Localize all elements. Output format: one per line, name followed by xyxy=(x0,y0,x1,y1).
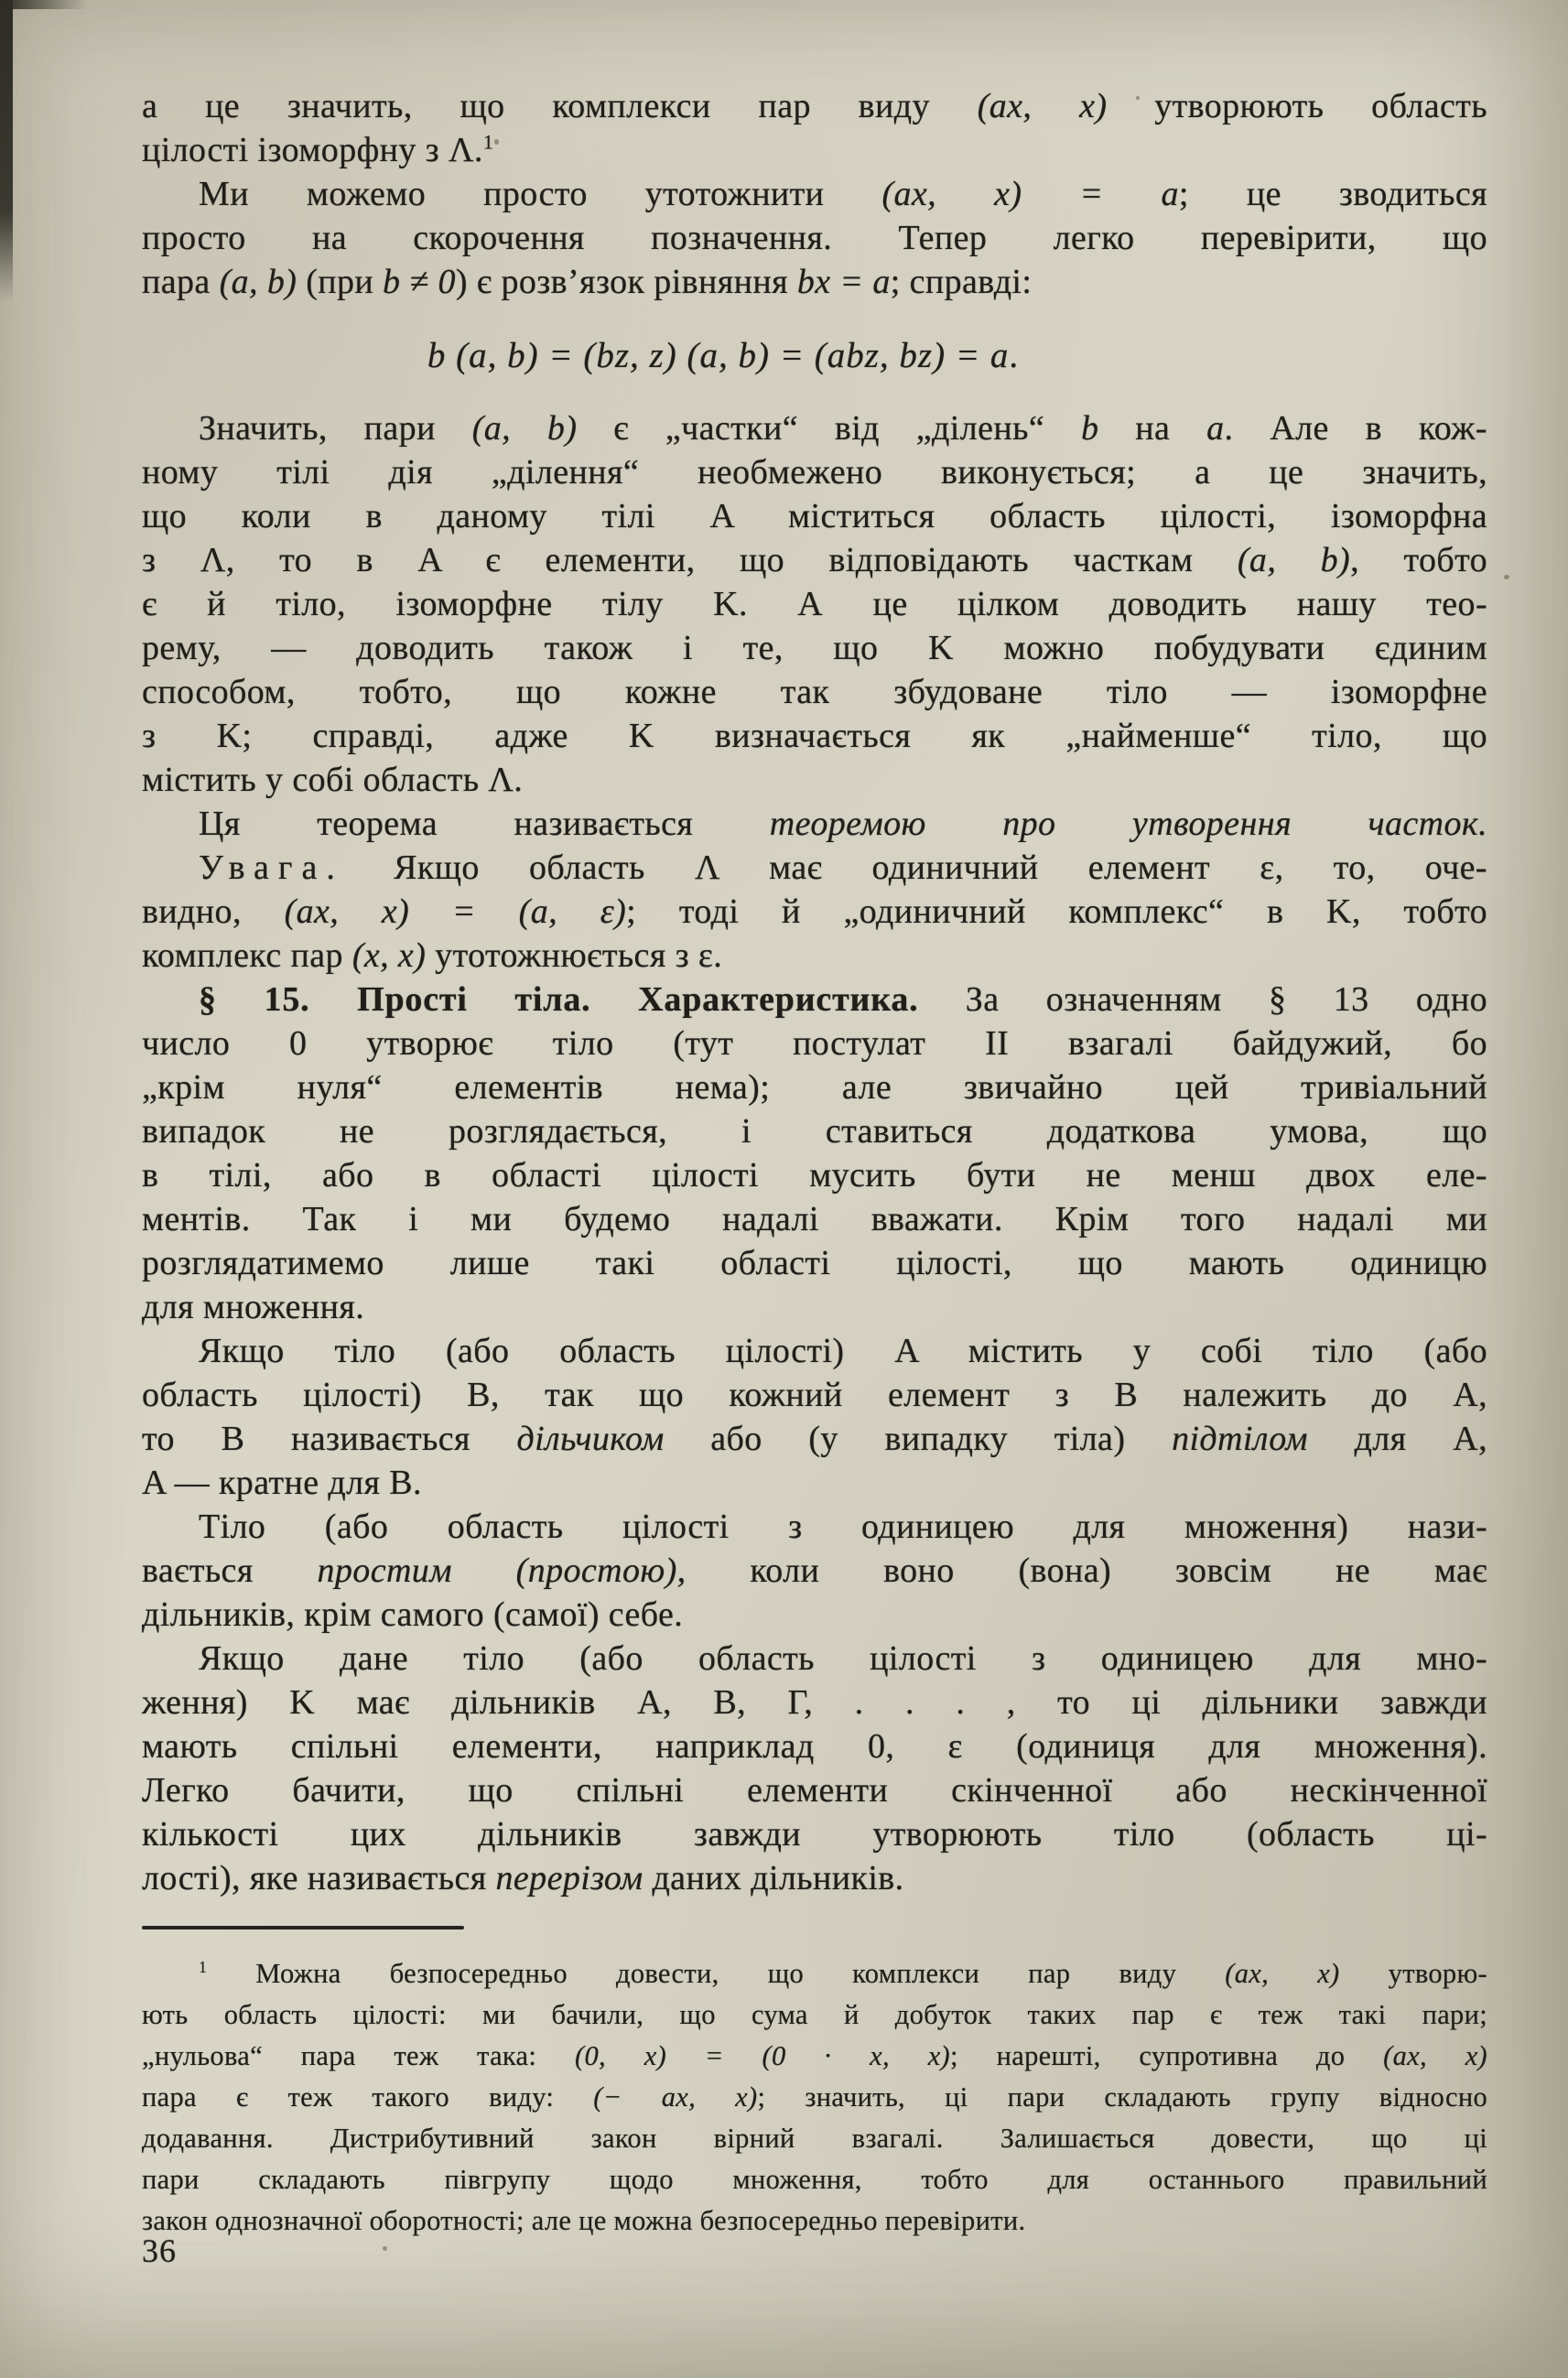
text-line: розглядатимемо лише такі області цілості, що мають одиницю xyxy=(142,1244,1487,1282)
text-line: Тіло (або область цілості з одиницею для множення) нази- xyxy=(199,1508,1487,1546)
scan-edge-top xyxy=(0,0,87,9)
footnote-rule xyxy=(142,1926,464,1929)
text-line: пара (a, b) (при b ≠ 0) є розв’язок рівняння bx = a; справді: xyxy=(142,263,1033,301)
text-line: мають спільні елементи, наприклад 0, ε (одиниця для множення). xyxy=(142,1727,1487,1766)
formula: b (a, b) = (bz, z) (a, b) = (abz, bz) = a . xyxy=(427,335,1020,375)
text-line: способом, тобто, що кожне так збудоване тіло — ізоморфне xyxy=(142,673,1487,711)
text-line: є й тіло, ізоморфне тілу K. А це цілком доводить нашу тео- xyxy=(142,585,1487,623)
text-line: ження) K має дільників A, B, Γ, . . . , то ці дільники завжди xyxy=(142,1683,1487,1722)
text-line: лості), яке називається перерізом даних дільників. xyxy=(142,1859,904,1897)
text-line: випадок не розглядається, і ставиться додаткова умова, що xyxy=(142,1112,1487,1151)
text-line: просто на скорочення позначення. Тепер легко перевірити, що xyxy=(142,219,1487,257)
text-line: дільників, крім самого (самої) себе. xyxy=(142,1595,684,1634)
text-line: вається простим (простою), коли воно (вона) зовсім не має xyxy=(142,1551,1487,1590)
text-line: то B називається дільчиком або (у випадку тіла) підтілом для A, xyxy=(142,1420,1487,1458)
text-line: Значить, пари (a, b) є „частки“ від „ділень“ b на a. Але в кож- xyxy=(199,409,1487,448)
paper-speck xyxy=(1504,575,1509,579)
text-line: область цілості) B, так що кожний елемент з B належить до A, xyxy=(142,1376,1487,1414)
text-line: рему, — доводить також і те, що K можно побудувати єдиним xyxy=(142,629,1487,667)
text-line: Ми можемо просто утотожнити (ax, x) = a; це зводиться xyxy=(199,175,1487,213)
footnote-line: $^1$ Можна безпосередньо довести, що комплекси пар виду (ax, x) утворю- xyxy=(199,1957,1487,1989)
footnote-line: закон однозначної оборотності; але це можна безпосередньо перевірити. xyxy=(142,2205,1026,2236)
text-line: Якщо тіло (або область цілості) A містить у собі тіло (або xyxy=(199,1332,1487,1370)
text-line: ментів. Так і ми будемо надалі вважати. Крім того надалі ми xyxy=(142,1200,1487,1238)
text-line: „крім нуля“ елементів нема); але звичайно цей тривіальний xyxy=(142,1068,1487,1107)
text-line: кількості цих дільників завжди утворюють тіло (область ці- xyxy=(142,1815,1487,1854)
text-line: з Λ, то в A є елементи, що відповідають часткам (a, b), тобто xyxy=(142,541,1487,579)
footnote-line: ють область цілості: ми бачили, що сума й добуток таких пар є теж такі пари; xyxy=(142,1999,1487,2030)
text-line: в тілі, або в області цілості мусить бути не менш двох еле- xyxy=(142,1156,1487,1194)
footnote-line: пари складають півгрупу щодо множення, тобто для останнього правильний xyxy=(142,2164,1487,2195)
page-number: 36 xyxy=(142,2232,177,2269)
text-line: ному тілі дія „ділення“ необмежено виконується; а це значить, xyxy=(142,453,1487,492)
text-line: число 0 утворює тіло (тут постулат II взагалі байдужий, бо xyxy=(142,1024,1487,1063)
text-line: що коли в даному тілі A міститься область цілості, ізоморфна xyxy=(142,497,1487,535)
text-line: A — кратне для B. xyxy=(142,1464,422,1502)
text-line: Легко бачити, що спільні елементи скінченної або нескінченної xyxy=(142,1771,1487,1810)
text-line: видно, (ax, x) = (a, ε); тоді й „одиничний комплекс“ в K, тобто xyxy=(142,892,1488,931)
text-line: § 15. Прості тіла. Характеристика. За означенням § 13 одно xyxy=(199,980,1487,1019)
text-line: для множення. xyxy=(142,1288,365,1326)
text-line: з K; справді, адже K визначається як „найменше“ тіло, що xyxy=(142,717,1487,755)
footnote-line: додавання. Дистрибутивний закон вірний взагалі. Залишається довести, що ці xyxy=(142,2123,1487,2154)
text-line: Якщо дане тіло (або область цілості з одиницею для мно- xyxy=(199,1639,1487,1678)
text-line: а це значить, що комплекси пар виду (ax, x) утворюють область xyxy=(142,87,1487,125)
text-line: цілості ізоморфну з Λ.$^1$ xyxy=(142,130,494,169)
text-line: комплекс пар (x, x) утотожнюється з ε. xyxy=(142,936,723,975)
text-line: Увага. Якщо область Λ має одиничний елемент ε, то, оче- xyxy=(199,849,1487,887)
text-line: Ця теорема називається теоремою про утворення часток. xyxy=(199,805,1487,843)
paper-speck xyxy=(383,2246,387,2251)
scan-edge-left xyxy=(0,0,13,302)
footnote-line: „нульова“ пара теж така: (0, x) = (0 · x, x); нарешті, супротивна до (ax, x) xyxy=(142,2040,1487,2071)
footnote-line: пара є теж такого виду: (− ax, x); значить, ці пари складають групу відносно xyxy=(142,2081,1488,2113)
text-line: містить у собі область Λ. xyxy=(142,761,524,799)
page-body xyxy=(142,84,1487,2242)
